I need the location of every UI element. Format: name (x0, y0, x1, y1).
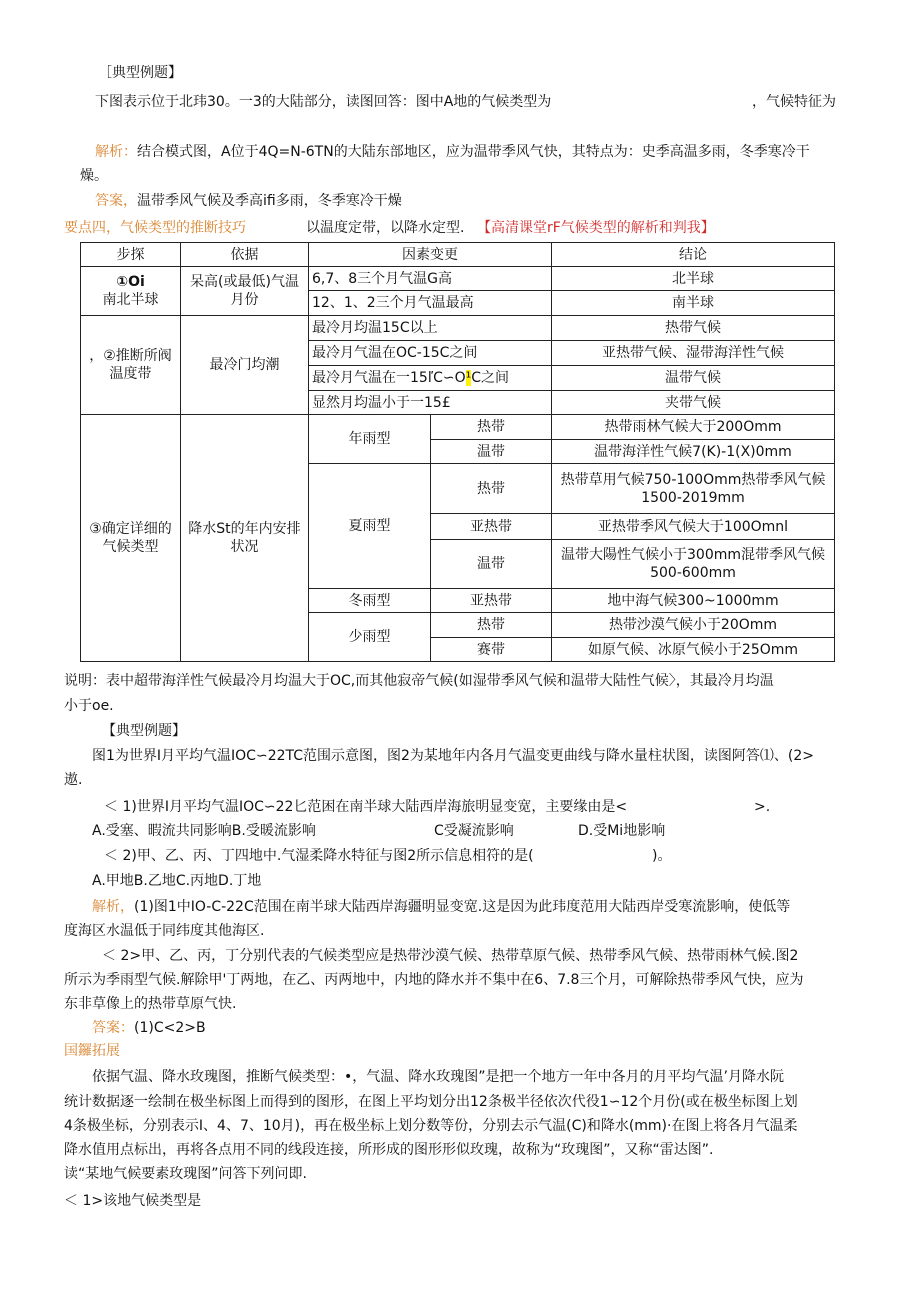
step-1-sub: 南北半球 (102, 292, 159, 308)
factor-cell: 显然月均温小于一15£ (309, 391, 552, 415)
extension-question-1: ＜ 1>该地气候类型是 (64, 1193, 202, 1209)
result-cell (552, 540, 835, 589)
extension-title: 国鑼拓展 (64, 1043, 120, 1059)
section-4-title-line (64, 219, 246, 237)
highlight-mark: ¹ (465, 370, 472, 386)
analysis-2-text: ＜ 2>甲、乙、丙，丁分别代表的气候类型应是热带沙漠气候、热带草原气候、热带季风气候、热带雨林气候.图2 (102, 948, 799, 964)
header-result: 结论 (552, 243, 835, 267)
zone-cell: 热带 (431, 464, 552, 514)
analysis-line (95, 143, 810, 161)
analysis-2-text: 东非草像上的热带草原气快. (64, 996, 237, 1012)
factor-cell (309, 366, 552, 391)
factor-cell: 最冷月均温15C以上 (309, 316, 552, 341)
result-line1: 温带大陽性气候小于300mm混带季风气候 (561, 547, 825, 563)
analysis-2-label: 解析， (92, 899, 134, 915)
analysis-2-text: 度海区水温低于同纬度其他海区. (64, 923, 265, 939)
answer-text: 温带季风气候及季高ifi多雨，冬季寒冷干燥 (137, 193, 402, 209)
result-cell: 热带气候 (552, 316, 835, 341)
basis-3-line1: 降水St的年内安排 (188, 521, 301, 537)
answer-label: 答案， (95, 193, 137, 209)
factor-cell: 最冷月气温在OC-15C之间 (309, 341, 552, 366)
zone-cell: 亚热带 (431, 514, 552, 540)
zone-cell: 温带 (431, 540, 552, 589)
step-3-label: ③确定详细的 (89, 521, 172, 537)
answer-line (95, 192, 402, 210)
step-3-cell (81, 415, 181, 662)
step-1-label: ①Oi (116, 274, 145, 290)
factor-cell: 12、1、2三个月气温最高 (309, 291, 552, 316)
result-cell: 夹带气候 (552, 391, 835, 415)
example-2-heading: 【典型例题】 (102, 723, 186, 739)
result-cell: 亚热带气候、湿带海洋性气候 (552, 341, 835, 366)
analysis-text-cont: 燥。 (80, 168, 108, 184)
extension-paragraph: 4条极坐标，分别表示I、4、7、10月)，再在极坐标上划分数等份，分别去示气温(C)和降水(mm)·在图上将各月气温柔 (64, 1118, 798, 1134)
section-4-title: 要点四，气候类型的推断技巧 (64, 220, 246, 236)
result-cell: 热带雨林气候大于200Omm (552, 415, 835, 440)
analysis-2-line (92, 898, 790, 916)
option-c: C受凝流影响 (434, 823, 514, 839)
result-cell: 亚热带季风气候大于100Omnl (552, 514, 835, 540)
factor-cell: 6,7、8三个月气温G高 (309, 267, 552, 291)
factor-text-a: 最冷月气温在一15ľC∽O (312, 370, 466, 386)
analysis-label: 解析： (95, 144, 137, 160)
example-2-text: 图1为世界I月平均气温IOC∽22TC范围示意图，图2为某地年内各月气温变更曲线与降水量柱状图，读图阿答⑴、(2> (92, 748, 815, 764)
result-cell: 热带沙漠气候小于20Omm (552, 613, 835, 638)
example-heading: ［典型例题】 (98, 65, 182, 81)
answer-2-line (92, 1019, 206, 1037)
rain-type-year: 年雨型 (309, 415, 431, 464)
result-cell: 温带海洋性气候7(K)-1(X)0mm (552, 440, 835, 464)
zone-cell: 温带 (431, 440, 552, 464)
zone-cell: 热带 (431, 613, 552, 638)
zone-cell: 赛带 (431, 638, 552, 662)
extension-paragraph: 降水值用点标出，再将各点用不同的线段连接，所形成的图形形似玫瑰，故称为“玫瑰图”，又称“雷达图”. (64, 1142, 714, 1158)
step-2-sub: 温度带 (109, 366, 152, 382)
option-d: D.受Mi地影响 (578, 823, 666, 839)
rain-type-little: 少雨型 (309, 613, 431, 662)
result-cell: 北半球 (552, 267, 835, 291)
rain-type-summer: 夏雨型 (309, 464, 431, 589)
table-row (81, 415, 835, 440)
result-cell: 南半球 (552, 291, 835, 316)
result-cell: 温带气候 (552, 366, 835, 391)
analysis-2-text: (1)图1中IO-C-22C范围在南半球大陆西岸海疆明显变宽.这是因为此玮度范用大陆西岸受寒流影响，使低等 (134, 899, 791, 915)
question-text: 下图表示位于北玮30。一3的大陆部分，读图回答：图中A地的气候类型为 (95, 94, 552, 110)
header-factor: 因素变更 (309, 243, 552, 267)
analysis-text: 结合模式图，A位于4Q=N-6TN的大陆东部地区，应为温带季风气快，其特点为：史季高温多雨，冬季寒冷干 (137, 144, 810, 160)
example-2-text-cont: 遨. (64, 772, 83, 788)
table-row (81, 267, 835, 291)
question-2-end: )。 (652, 848, 672, 864)
basis-3-cell (181, 415, 309, 662)
result-cell: 如原气候、冰原气候小于25Omm (552, 638, 835, 662)
factor-text-b: C之间 (471, 370, 509, 386)
result-cell: 地中海气候300~1000mm (552, 589, 835, 613)
question-1: ＜ 1)世界I月平均气温IOC∽22匕范困在南半球大陆西岸海旅明显变宽，主要缘由是< (104, 799, 628, 815)
step-2-label: ，②推断所阀 (89, 348, 172, 364)
option-a-b: A.受塞、暇流共同影响B.受暖流影响 (92, 823, 316, 839)
table-note-line2: 小于oe. (64, 698, 114, 714)
header-step: 步探 (81, 243, 181, 267)
result-line2: 500-600mm (650, 565, 736, 581)
basis-1-line2: 月份 (230, 292, 259, 308)
lecture-link[interactable]: 【高清课堂rF气候类型的解析和判我】 (477, 220, 715, 236)
step-1-cell (81, 267, 181, 316)
zone-cell: 亚热带 (431, 589, 552, 613)
header-basis: 依据 (181, 243, 309, 267)
step-3-sub: 气候类型 (102, 539, 159, 555)
extension-paragraph: 依据气温、降水玫瑰图，推断气候类型：•，气温、降水玫瑰图”是把一个地方一年中各月的月平均气温’月降水阮 (92, 1069, 784, 1085)
answer-2-text: (1)C<2>B (134, 1020, 206, 1036)
basis-3-line2: 状况 (230, 539, 259, 555)
table-row (81, 316, 835, 341)
basis-2-cell: 最冷门均潮 (181, 316, 309, 415)
table-note-line1: 说明：表中超带海洋性气候最冷月均温大于OC,而其他寂帝气候(如湿带季风气候和温带大陆性气候〉，其最冷月均温 (64, 673, 774, 689)
question-tail: ，气候特征为 (752, 94, 836, 110)
basis-1-line1: 呆高(或最低)气温 (190, 274, 299, 290)
climate-inference-table (80, 242, 835, 662)
question-1-end: >. (754, 799, 771, 815)
table-header-row (81, 243, 835, 267)
result-line1: 热带草用气候750-100Omm热带季风气候 (560, 471, 826, 488)
zone-cell: 热带 (431, 415, 552, 440)
question-2: ＜ 2)甲、乙、丙、丁四地中.气湿柔降水特征与图2所示信息相符的是( (104, 848, 534, 864)
analysis-2-text: 所示为季雨型气候.解除甲'丁两地，在乙、丙两地中，内地的降水并不集中在6、7.8三个月，可解除热带季风气快，应为 (64, 972, 804, 988)
extension-prompt: 读“某地气候要素玫瑰图”问答下列问即. (64, 1166, 307, 1182)
answer-2-label: 答案： (92, 1020, 134, 1036)
step-2-cell (81, 316, 181, 415)
section-4-middle: 以温度定带，以降水定型. (306, 220, 465, 236)
basis-1-cell (181, 267, 309, 316)
rain-type-winter: 冬雨型 (309, 589, 431, 613)
extension-paragraph: 统计数据逐一绘制在极坐标图上而得到的图形，在图上平均划分出12条极半径依次代役1∽12个月份(或在极坐标图上划 (64, 1094, 798, 1110)
result-cell (552, 464, 835, 514)
question-2-options: A.甲地B.乙地C.丙地D.丁地 (92, 873, 262, 889)
result-line2: 1500-2019mm (641, 489, 745, 506)
